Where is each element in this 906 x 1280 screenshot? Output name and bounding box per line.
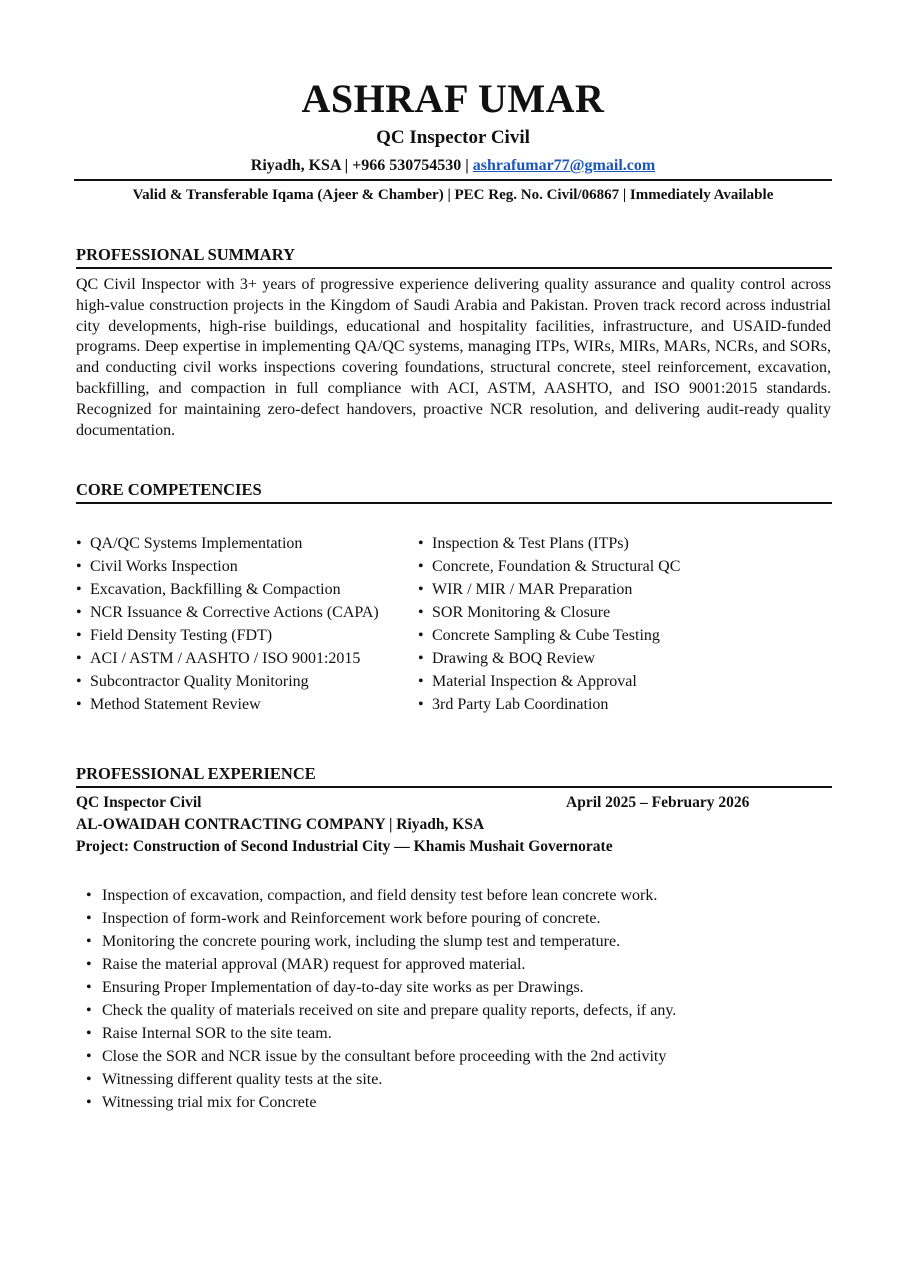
competency-item-text: Excavation, Backfilling & Compaction xyxy=(90,581,341,598)
bullet-icon: • xyxy=(86,979,92,996)
competency-item xyxy=(418,670,680,693)
competency-item xyxy=(418,624,680,647)
competency-item-text: QA/QC Systems Implementation xyxy=(90,535,303,552)
competency-item xyxy=(76,670,379,693)
competency-item-text: Method Statement Review xyxy=(90,696,261,713)
competency-item xyxy=(418,532,680,555)
competency-item-text: Inspection & Test Plans (ITPs) xyxy=(432,535,629,552)
duty-item xyxy=(86,976,676,999)
header-divider xyxy=(74,179,832,181)
credentials-line: Valid & Transferable Iqama (Ajeer & Chamber) | PEC Reg. No. Civil/06867 | Immediately Available xyxy=(132,187,774,203)
email-link[interactable]: ashrafumar77@gmail.com xyxy=(472,157,656,174)
bullet-icon: • xyxy=(76,558,82,575)
duty-item xyxy=(86,907,676,930)
duty-item-text: Witnessing different quality tests at the site. xyxy=(102,1071,383,1088)
bullet-icon: • xyxy=(76,673,82,690)
competency-item xyxy=(418,647,680,670)
job-title: QC Inspector Civil xyxy=(76,794,202,811)
competency-item xyxy=(418,693,680,716)
bullet-icon: • xyxy=(76,627,82,644)
competency-item-text: WIR / MIR / MAR Preparation xyxy=(432,581,633,598)
bullet-icon: • xyxy=(86,1002,92,1019)
duty-item-text: Raise Internal SOR to the site team. xyxy=(102,1025,332,1042)
duty-item xyxy=(86,953,676,976)
competency-item-text: SOR Monitoring & Closure xyxy=(432,604,611,621)
competency-item xyxy=(76,624,379,647)
bullet-icon: • xyxy=(76,581,82,598)
bullet-icon: • xyxy=(418,673,424,690)
duty-item-text: Inspection of form-work and Reinforcement work before pouring of concrete. xyxy=(102,910,601,927)
competency-item-text: Concrete Sampling & Cube Testing xyxy=(432,627,660,644)
bullet-icon: • xyxy=(418,581,424,598)
bullet-icon: • xyxy=(86,1048,92,1065)
duty-item-text: Monitoring the concrete pouring work, including the slump test and temperature. xyxy=(102,933,621,950)
competency-item xyxy=(418,555,680,578)
summary-text: QC Civil Inspector with 3+ years of progressive experience delivering quality assurance and quality control across high-value construction projects in the Kingdom of Saudi Arabia and Pakistan. Proven track record across industrial city developments, high-rise buildings, educational and hospitality facilities, infrastructure, and USAID-funded programs. Deep expertise in implementing QA/QC systems, managing ITPs, WIRs, MIRs, MARs, NCRs, and SORs, and conducting civil works inspections covering foundations, structural concrete, steel reinforcement, excavation, backfilling, and compaction in full compliance with ACI, ASTM, AASHTO, and ISO 9001:2015 standards. Recognized for maintaining zero-defect handovers, proactive NCR resolution, and delivering audit-ready quality documentation. xyxy=(76,276,831,439)
project-name: Project: Construction of Second Industrial City — Khamis Mushait Governorate xyxy=(76,838,613,855)
bullet-icon: • xyxy=(418,696,424,713)
duty-item-text: Check the quality of materials received on site and prepare quality reports, defects, if any. xyxy=(102,1002,677,1019)
bullet-icon: • xyxy=(76,604,82,621)
competency-item xyxy=(76,555,379,578)
competency-item-text: Subcontractor Quality Monitoring xyxy=(90,673,309,690)
bullet-icon: • xyxy=(418,535,424,552)
contact-location-phone: Riyadh, KSA | +966 530754530 | xyxy=(250,157,473,174)
bullet-icon: • xyxy=(86,956,92,973)
competency-item-text: Material Inspection & Approval xyxy=(432,673,637,690)
competency-item-text: Drawing & BOQ Review xyxy=(432,650,596,667)
duty-item-text: Inspection of excavation, compaction, and field density test before lean concrete work. xyxy=(102,887,658,904)
competency-item xyxy=(76,647,379,670)
job-subtitle: QC Inspector Civil xyxy=(376,127,530,148)
competency-item-text: NCR Issuance & Corrective Actions (CAPA) xyxy=(90,604,379,621)
competency-item xyxy=(418,578,680,601)
bullet-icon: • xyxy=(86,933,92,950)
competency-item-text: 3rd Party Lab Coordination xyxy=(432,696,609,713)
duty-item xyxy=(86,884,676,907)
summary-heading: PROFESSIONAL SUMMARY xyxy=(76,245,832,269)
duty-item xyxy=(86,1068,676,1091)
bullet-icon: • xyxy=(86,1094,92,1111)
competency-item-text: Field Density Testing (FDT) xyxy=(90,627,273,644)
duty-item xyxy=(86,1022,676,1045)
bullet-icon: • xyxy=(418,558,424,575)
bullet-icon: • xyxy=(76,535,82,552)
duty-item xyxy=(86,1045,676,1068)
duty-item-text: Close the SOR and NCR issue by the consultant before proceeding with the 2nd activity xyxy=(102,1048,667,1065)
contact-line xyxy=(0,156,906,175)
duty-item-text: Witnessing trial mix for Concrete xyxy=(102,1094,317,1111)
competencies-left-column xyxy=(76,532,379,716)
bullet-icon: • xyxy=(418,627,424,644)
bullet-icon: • xyxy=(86,1025,92,1042)
competency-item-text: Concrete, Foundation & Structural QC xyxy=(432,558,681,575)
duties-list xyxy=(86,884,676,1114)
candidate-name: ASHRAF UMAR xyxy=(301,76,605,121)
duty-item xyxy=(86,930,676,953)
bullet-icon: • xyxy=(86,1071,92,1088)
job-dates: April 2025 – February 2026 xyxy=(566,794,750,811)
competency-item xyxy=(76,578,379,601)
experience-heading: PROFESSIONAL EXPERIENCE xyxy=(76,764,832,788)
bullet-icon: • xyxy=(86,910,92,927)
competency-item-text: Civil Works Inspection xyxy=(90,558,238,575)
duty-item xyxy=(86,999,676,1022)
bullet-icon: • xyxy=(418,650,424,667)
competency-item-text: ACI / ASTM / AASHTO / ISO 9001:2015 xyxy=(90,650,361,667)
bullet-icon: • xyxy=(76,650,82,667)
competencies-heading: CORE COMPETENCIES xyxy=(76,480,832,504)
duty-item-text: Ensuring Proper Implementation of day-to-day site works as per Drawings. xyxy=(102,979,584,996)
bullet-icon: • xyxy=(418,604,424,621)
bullet-icon: • xyxy=(86,887,92,904)
competencies-right-column xyxy=(418,532,680,716)
duty-item xyxy=(86,1091,676,1114)
competency-item xyxy=(76,532,379,555)
duty-item-text: Raise the material approval (MAR) request for approved material. xyxy=(102,956,526,973)
competency-item xyxy=(76,601,379,624)
bullet-icon: • xyxy=(76,696,82,713)
company-name: AL-OWAIDAH CONTRACTING COMPANY | Riyadh, KSA xyxy=(76,816,485,833)
competency-item xyxy=(76,693,379,716)
competency-item xyxy=(418,601,680,624)
